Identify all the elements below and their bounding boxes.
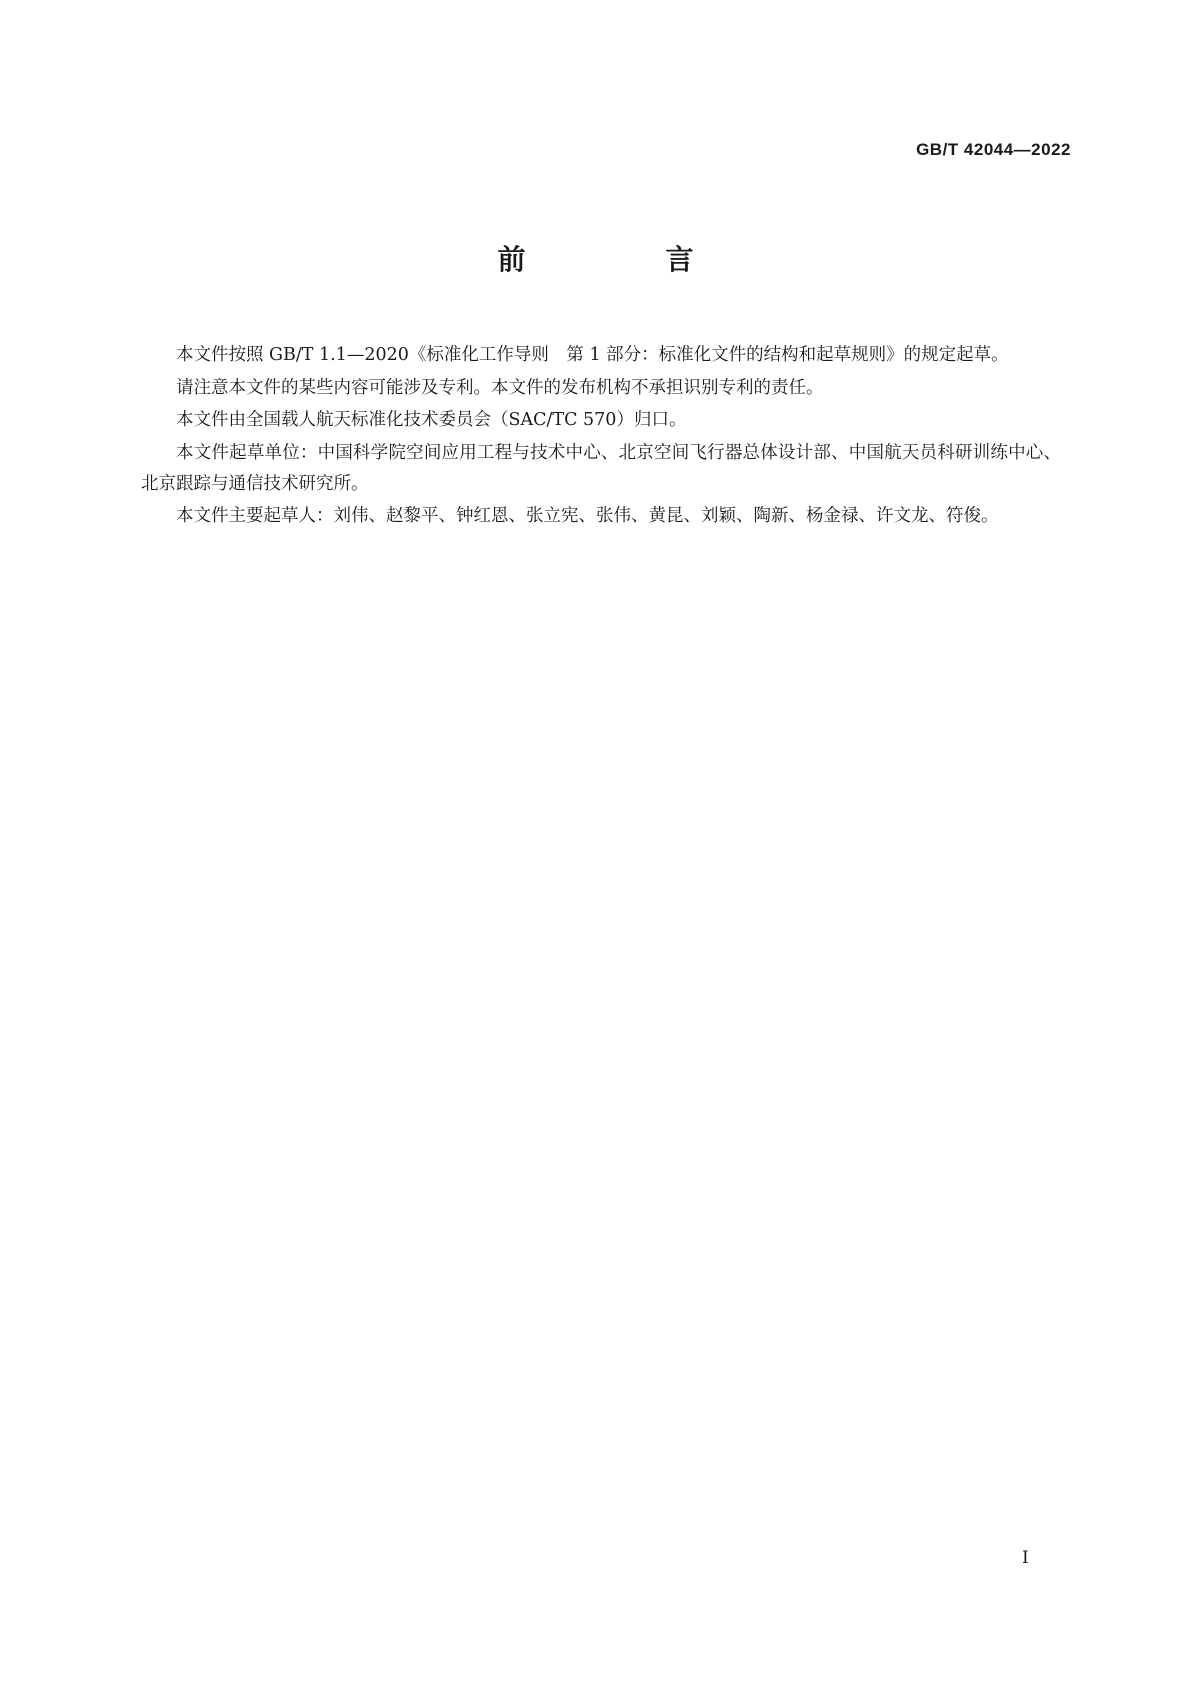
paragraph-drafting-rules: 本文件按照 GB/T 1.1—2020《标准化工作导则 第 1 部分：标准化文件的结构和起草规则》的规定起草。 xyxy=(176,345,1009,365)
paragraph-committee: 本文件由全国载人航天标准化技术委员会（SAC/TC 570）归口。 xyxy=(176,410,687,430)
paragraph-drafting-units: 本文件起草单位：中国科学院空间应用工程与技术中心、北京空间飞行器总体设计部、中国航天员科研训练中心、北京跟踪与通信技术研究所。 xyxy=(141,442,1061,494)
preface-body xyxy=(141,340,1061,534)
paragraph-drafters: 本文件主要起草人：刘伟、赵黎平、钟红恩、张立宪、张伟、黄昆、刘颖、陶新、杨金禄、许文龙、符俊。 xyxy=(176,506,999,526)
standard-number: GB/T 42044—2022 xyxy=(916,140,1071,159)
paragraph-patent-notice: 请注意本文件的某些内容可能涉及专利。本文件的发布机构不承担识别专利的责任。 xyxy=(176,377,824,398)
page-number: I xyxy=(1022,1548,1029,1568)
page-title: 前 言 xyxy=(497,243,750,276)
